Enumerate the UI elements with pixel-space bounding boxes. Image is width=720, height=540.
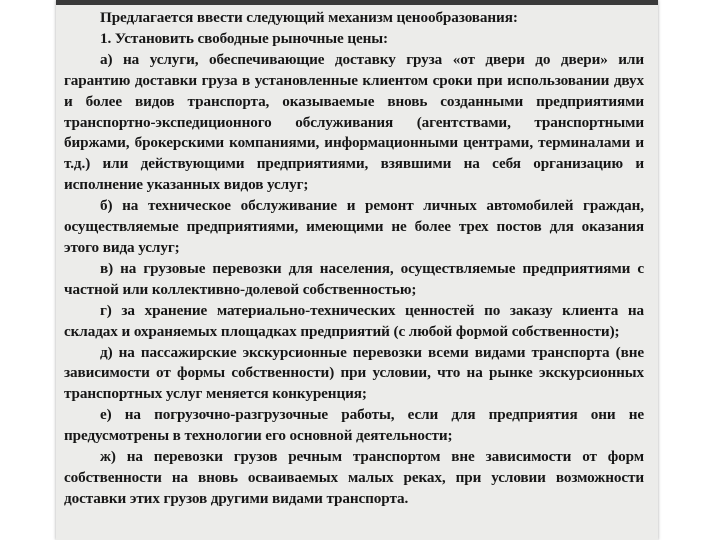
paragraph-a: а) на услуги, обеспечивающие доставку груза «от двери до двери» или гарантию доставки груза в установленные клиентом сроки при использовании двух и более видов транспорта, оказываемые вновь созданными предприятиями транспортно-экспедиционного обслуживания (агентствами, транспортными биржами, брокерскими компаниями, информационными центрами, терминалами и т.д.) или действующими предприятиями, взявшими на себя организацию и исполнение указанных видов услуг; (64, 50, 644, 194)
paragraph-v: в) на грузовые перевозки для населения, осуществляемые предприятиями с частной или коллективно-долевой собственностью; (64, 259, 644, 298)
document-heading: Предлагается ввести следующий механизм ценообразования: (100, 9, 518, 26)
list-item-1: 1. Установить свободные рыночные цены: (100, 29, 389, 47)
paragraph-e: е) на погрузочно-разгрузочные работы, если для предприятия они не предусмотрены в технологии его основной деятельности; (64, 406, 644, 445)
document-text (64, 8, 644, 510)
scanned-page (56, 0, 658, 540)
page-top-edge (56, 0, 658, 5)
paragraph-d: д) на пассажирские экскурсионные перевозки всеми видами транспорта (вне зависимости от формы собственности) при условии, что на рынке экскурсионных транспортных услуг меняется конкуренция; (64, 343, 644, 403)
paragraph-b: б) на техническое обслуживание и ремонт личных автомобилей граждан, осуществляемые предприятиями, имеющими не более трех постов для оказания этого вида услуг; (64, 197, 644, 256)
paragraph-zh: ж) на перевозки грузов речным транспортом вне зависимости от форм собственности на вновь осваиваемых малых реках, при условии возможности доставки этих грузов другими видами транспорта. (64, 448, 644, 507)
paragraph-g: г) за хранение материально-технических ценностей по заказу клиента на складах и охраняемых площадках предприятий (с любой формой собственности); (64, 301, 644, 340)
